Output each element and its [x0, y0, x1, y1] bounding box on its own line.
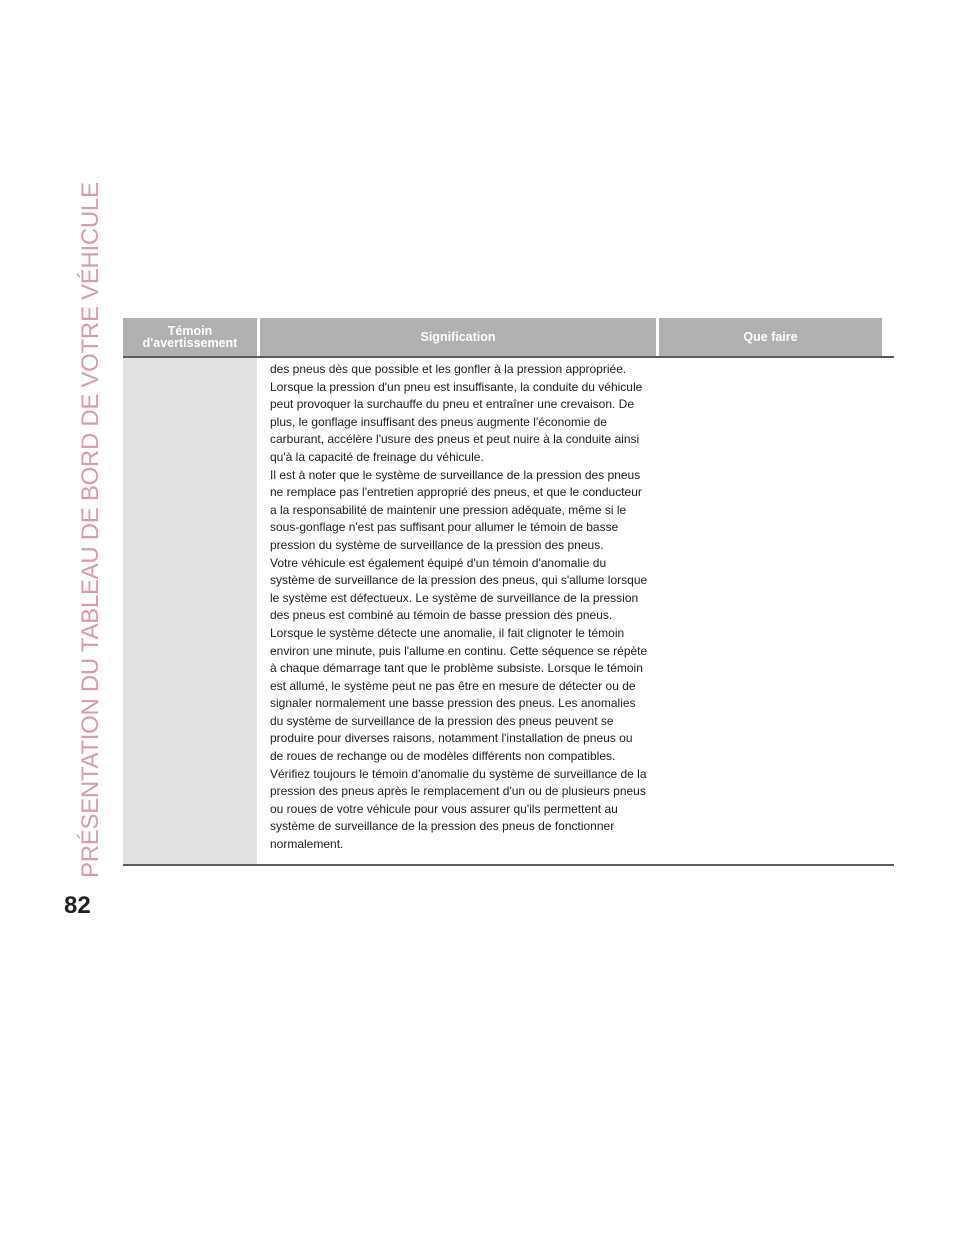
meaning-line: pression des pneus après le remplacement d'un ou de plusieurs pneus: [270, 784, 646, 799]
meaning-line: système de surveillance de la pression des pneus, qui s'allume lorsque: [270, 573, 648, 588]
meaning-line: peut provoquer la surchauffe du pneu et entraîner une crevaison. De: [270, 397, 635, 412]
header-warning-light-line2: d'avertissement: [142, 336, 238, 350]
meaning-line: Lorsque la pression d'un pneu est insuffisante, la conduite du véhicule: [270, 379, 643, 394]
meaning-line: plus, le gonflage insuffisant des pneus augmente l'économie de: [270, 414, 607, 429]
meaning-line: des pneus dès que possible et les gonfler à la pression appropriée.: [270, 362, 627, 376]
meaning-line: carburant, accélère l'usure des pneus et peut nuire à la conduite ainsi: [270, 432, 640, 447]
meaning-line: ne remplace pas l'entretien approprié des pneus, et que le conducteur: [270, 485, 642, 500]
meaning-line: Lorsque le système détecte une anomalie, il fait clignoter le témoin: [270, 625, 625, 640]
header-what-to-do: Que faire: [659, 318, 882, 356]
meaning-line: système de surveillance de la pression des pneus de fonctionner: [270, 819, 615, 834]
meaning-line: Il est à noter que le système de surveillance de la pression des pneus: [270, 467, 641, 482]
what-to-do-cell: [653, 358, 894, 864]
meaning-line: le système est défectueux. Le système de surveillance de la pression: [270, 590, 639, 605]
meaning-line: signaler normalement une basse pression des pneus. Les anomalies: [270, 696, 636, 711]
page-number: 82: [64, 892, 91, 919]
meaning-line: a la responsabilité de maintenir une pression adéquate, même si le: [270, 502, 627, 517]
warning-light-cell: [123, 358, 257, 864]
meaning-line: de roues de rechange ou de modèles différents non compatibles.: [270, 749, 616, 764]
meaning-cell: [257, 358, 653, 864]
meaning-line: des pneus est combiné au témoin de basse pression des pneus.: [270, 608, 613, 623]
meaning-line: environ une minute, puis l'allume en continu. Cette séquence se répète: [270, 643, 648, 658]
meaning-line: ou roues de votre véhicule pour vous assurer qu'ils permettent au: [270, 801, 618, 816]
table-bottom-divider: [123, 864, 894, 866]
meaning-line: normalement.: [270, 837, 344, 852]
meaning-line: Vérifiez toujours le témoin d'anomalie du système de surveillance de la: [270, 766, 647, 781]
meaning-line: pression du système de surveillance de la pression des pneus.: [270, 537, 604, 552]
meaning-line: qu'à la capacité de freinage du véhicule.: [270, 449, 484, 464]
meaning-line: est allumé, le système peut ne pas être en mesure de détecter ou de: [270, 678, 636, 693]
warning-light-table: [123, 318, 894, 866]
meaning-line: sous-gonflage n'est pas suffisant pour allumer le témoin de basse: [270, 520, 619, 535]
meaning-line: du système de surveillance de la pression des pneus peuvent se: [270, 713, 614, 728]
meaning-line: à chaque démarrage tant que le problème subsiste. Lorsque le témoin: [270, 661, 643, 676]
chapter-side-title: PRÉSENTATION DU TABLEAU DE BORD DE VOTRE VÉHICULE: [77, 182, 104, 878]
header-warning-light: [123, 318, 257, 356]
header-meaning: Signification: [260, 318, 656, 356]
header-warning-light-line1: Témoin: [167, 324, 213, 338]
meaning-line: produire pour diverses raisons, notamment l'installation de pneus ou: [270, 731, 633, 746]
table-header: [123, 318, 894, 356]
table-row: [123, 358, 894, 864]
meaning-line: Votre véhicule est également équipé d'un témoin d'anomalie du: [270, 555, 607, 570]
